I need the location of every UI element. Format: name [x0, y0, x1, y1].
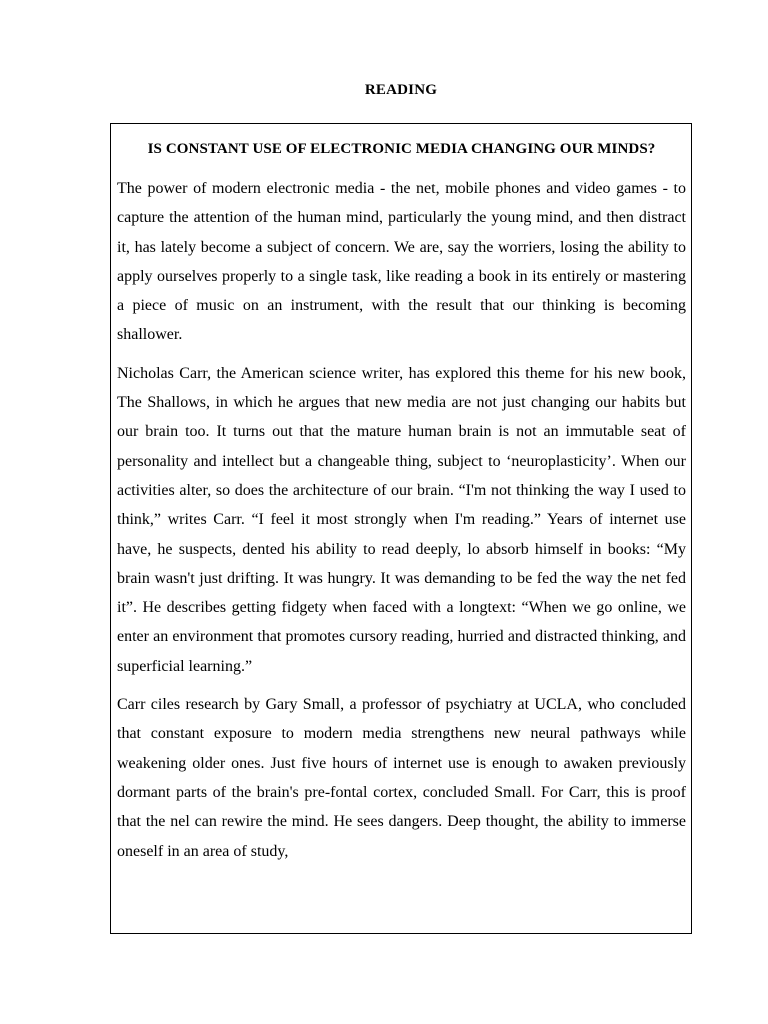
paragraph-3: Carr ciles research by Gary Small, a professor of psychiatry at UCLA, who concluded that constant exposure to modern media strengthens new neural pathways while weakening older ones. Just five hours of internet use is enough to awaken previously dormant parts of the brain's pre-fontal cortex, concluded Small. For Carr, this is proof that the nel can rewire the mind. He sees dangers. Deep thought, the ability to immerse oneself in an area of study, — [117, 696, 686, 860]
paragraph-2: Nicholas Carr, the American science writer, has explored this theme for his new book, The Shallows, in which he argues that new media are not just changing our habits but our brain too. It turns out that the mature human brain is not an immutable seat of personality and intellect but a changeable thing, subject to ‘neuroplasticity’. When our activities alter, so does the architecture of our brain. “I'm not thinking the way I used to think,” writes Carr. “I feel it most strongly when I'm reading.” Years of internet use have, he suspects, dented his ability to read deeply, lo absorb himself in books: “My brain wasn't just drifting. It was hungry. It was demanding to be fed the way the net fed it”. He describes getting fidgety when faced with a longtext: “When we go online, we enter an environment that promotes cursory reading, hurried and distracted thinking, and superficial learning.” — [117, 364, 686, 675]
article-title: IS CONSTANT USE OF ELECTRONIC MEDIA CHANGING OUR MINDS? — [147, 141, 656, 157]
page-heading: READING — [364, 82, 438, 98]
article-content — [117, 134, 686, 875]
article-box — [110, 123, 692, 934]
paragraph-1: The power of modern electronic media - the net, mobile phones and video games - to capture the attention of the human mind, particularly the young mind, and then distract it, has lately become a subject of concern. We are, say the worriers, losing the ability to apply ourselves properly to a single task, like reading a book in its entirely or mastering a piece of music on an instrument, with the result that our thinking is becoming shallower. — [117, 180, 686, 344]
